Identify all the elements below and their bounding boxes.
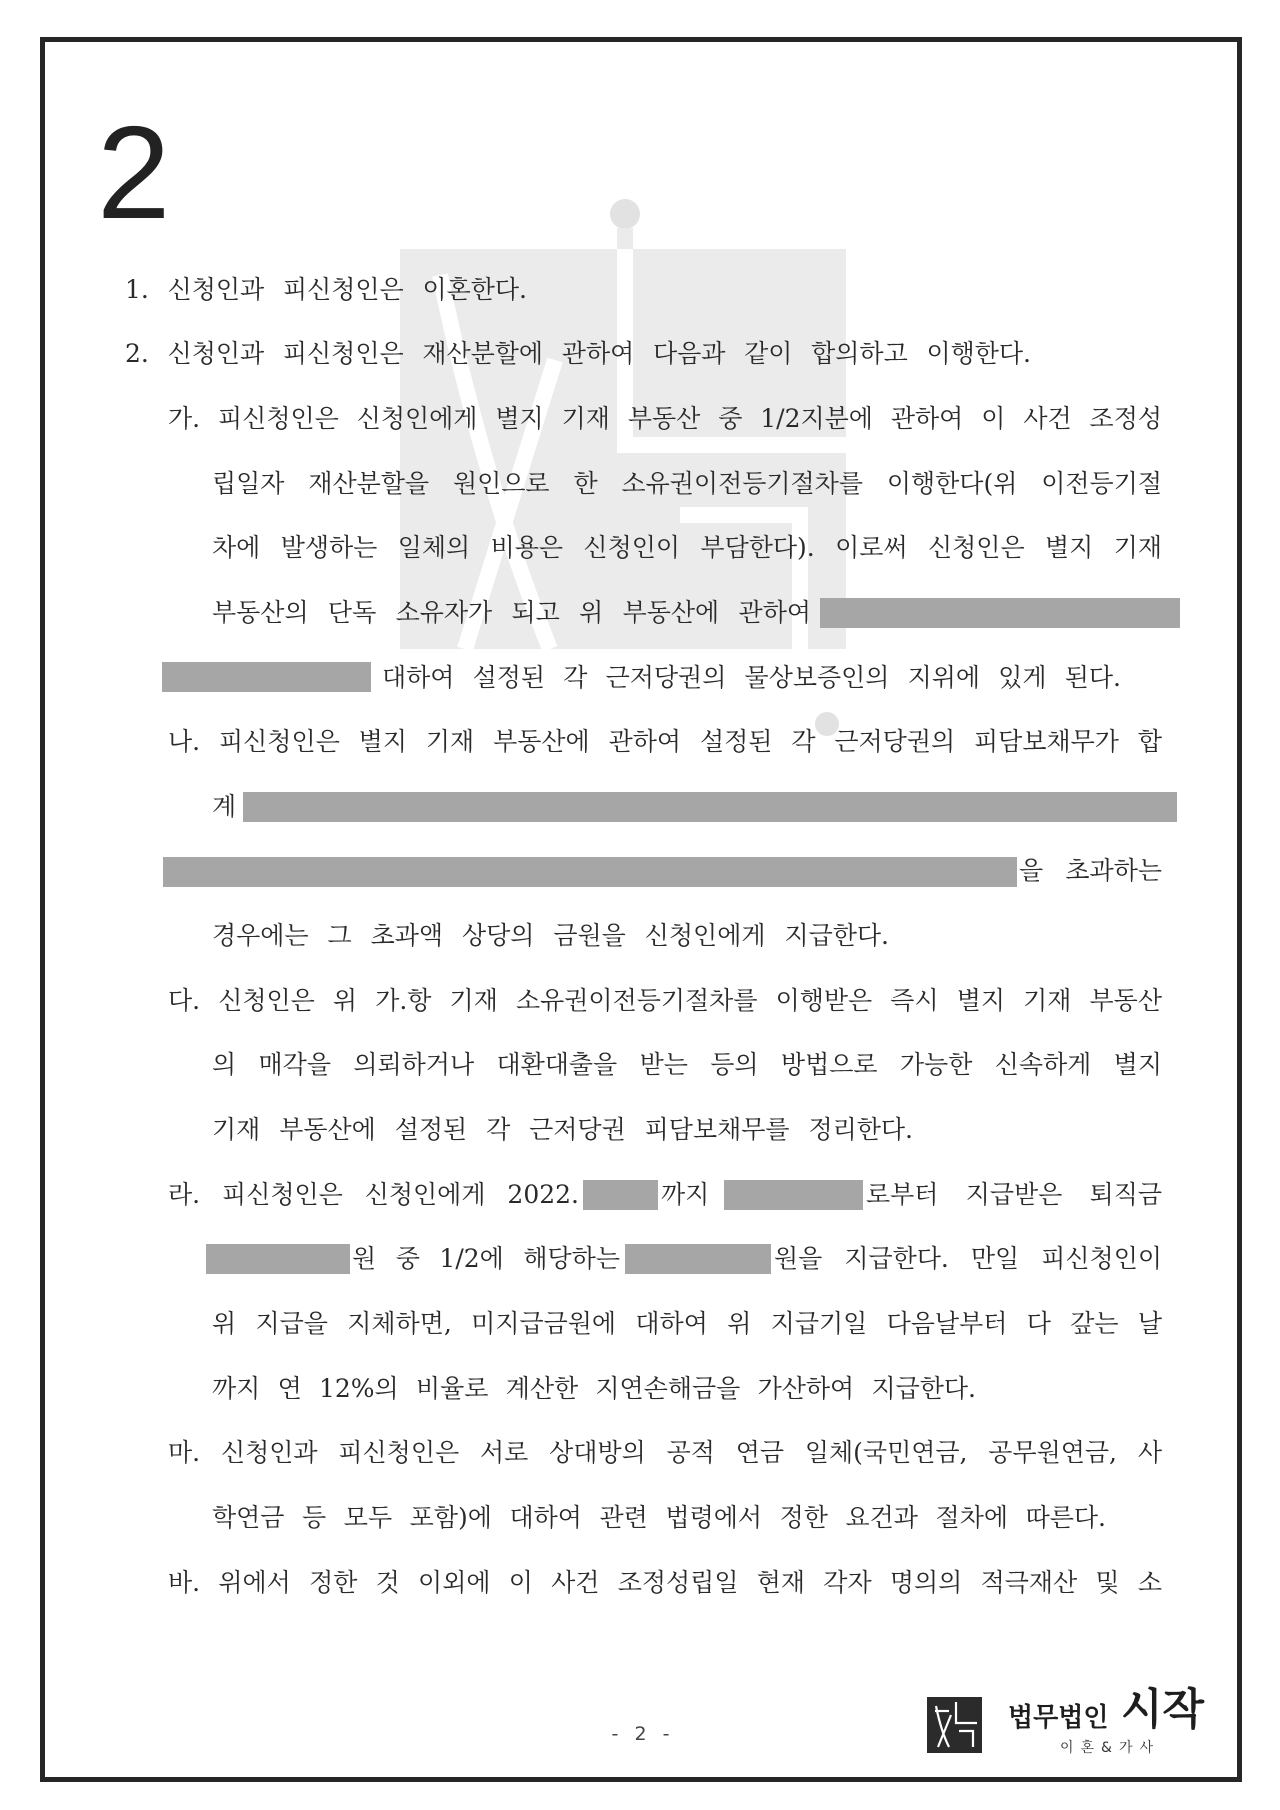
law-firm-logo-icon xyxy=(927,1697,982,1753)
redaction-box xyxy=(820,598,1180,628)
subclause-da-line-2: 의 매각을 의뢰하거나 대환대출을 받는 등의 방법으로 가능한 신속하게 별지 xyxy=(212,1050,1162,1079)
subclause-ba-line-1: 바. 위에서 정한 것 이외에 이 사건 조정성립일 현재 각자 명의의 적극재산 및 소 xyxy=(168,1568,1162,1597)
subclause-ra-line-2a: 원 중 1/2에 해당하는 xyxy=(352,1244,620,1273)
footer-page-number: - 2 - xyxy=(611,1723,675,1745)
section-number: 2 xyxy=(97,99,171,246)
subclause-ra-line-1c: 로부터 지급받은 퇴직금 xyxy=(866,1180,1162,1209)
redaction-box xyxy=(724,1180,863,1210)
logo-firm-name: 시작 xyxy=(1121,1685,1205,1735)
subclause-ra-line-1b: 까지 xyxy=(661,1180,710,1209)
watermark-dot-top xyxy=(610,199,640,229)
subclause-ra-line-3: 위 지급을 지체하면, 미지급금원에 대하여 위 지급기일 다음날부터 다 갚는 날 xyxy=(212,1309,1162,1338)
watermark-stem xyxy=(617,228,633,249)
redaction-box xyxy=(583,1180,658,1210)
subclause-na-line-2: 계 xyxy=(212,792,237,821)
redaction-box xyxy=(206,1244,350,1274)
subclause-na-line-4: 경우에는 그 초과액 상당의 금원을 신청인에게 지급한다. xyxy=(212,921,889,950)
subclause-ga-line-4: 부동산의 단독 소유자가 되고 위 부동산에 관하여 xyxy=(212,598,811,627)
subclause-da-line-1: 다. 신청인은 위 가.항 기재 소유권이전등기절차를 이행받은 즉시 별지 기재 부동산 xyxy=(168,986,1162,1015)
subclause-da-line-3: 기재 부동산에 설정된 각 근저당권 피담보채무를 정리한다. xyxy=(212,1115,913,1144)
subclause-ga-line-5: 대하여 설정된 각 근저당권의 물상보증인의 지위에 있게 된다. xyxy=(382,663,1121,692)
clause-2: 2. 신청인과 피신청인은 재산분할에 관하여 다음과 같이 합의하고 이행한다. xyxy=(125,339,1031,368)
redaction-box xyxy=(243,792,1177,822)
subclause-ga-line-2: 립일자 재산분할을 원인으로 한 소유권이전등기절차를 이행한다(위 이전등기절 xyxy=(212,469,1162,498)
subclause-ra-line-1a: 라. 피신청인은 신청인에게 2022. xyxy=(168,1180,579,1209)
redaction-box xyxy=(163,857,1017,887)
subclause-ra-line-4: 까지 연 12%의 비율로 계산한 지연손해금을 가산하여 지급한다. xyxy=(212,1374,976,1403)
redaction-box xyxy=(625,1244,771,1274)
subclause-ga-line-1: 가. 피신청인은 신청인에게 별지 기재 부동산 중 1/2지분에 관하여 이 사건 조정성 xyxy=(168,404,1162,433)
subclause-ma-line-1: 마. 신청인과 피신청인은 서로 상대방의 공적 연금 일체(국민연금, 공무원연금, 사 xyxy=(168,1438,1162,1467)
subclause-na-line-3: 을 초과하는 xyxy=(1019,856,1162,885)
redaction-box xyxy=(162,662,371,692)
subclause-ma-line-2: 학연금 등 모두 포함)에 대하여 관련 법령에서 정한 요건과 절차에 따른다. xyxy=(212,1503,1106,1532)
logo-tagline: 이혼&가사 xyxy=(1060,1740,1161,1756)
subclause-na-line-1: 나. 피신청인은 별지 기재 부동산에 관하여 설정된 각 근저당권의 피담보채무가 합 xyxy=(168,727,1162,756)
subclause-ga-line-3: 차에 발생하는 일체의 비용은 신청인이 부담한다). 이로써 신청인은 별지 기재 xyxy=(212,533,1162,562)
subclause-ra-line-2b: 원을 지급한다. 만일 피신청인이 xyxy=(774,1244,1162,1273)
clause-1: 1. 신청인과 피신청인은 이혼한다. xyxy=(125,275,527,304)
logo-firm-type: 법무법인 xyxy=(1008,1703,1109,1733)
